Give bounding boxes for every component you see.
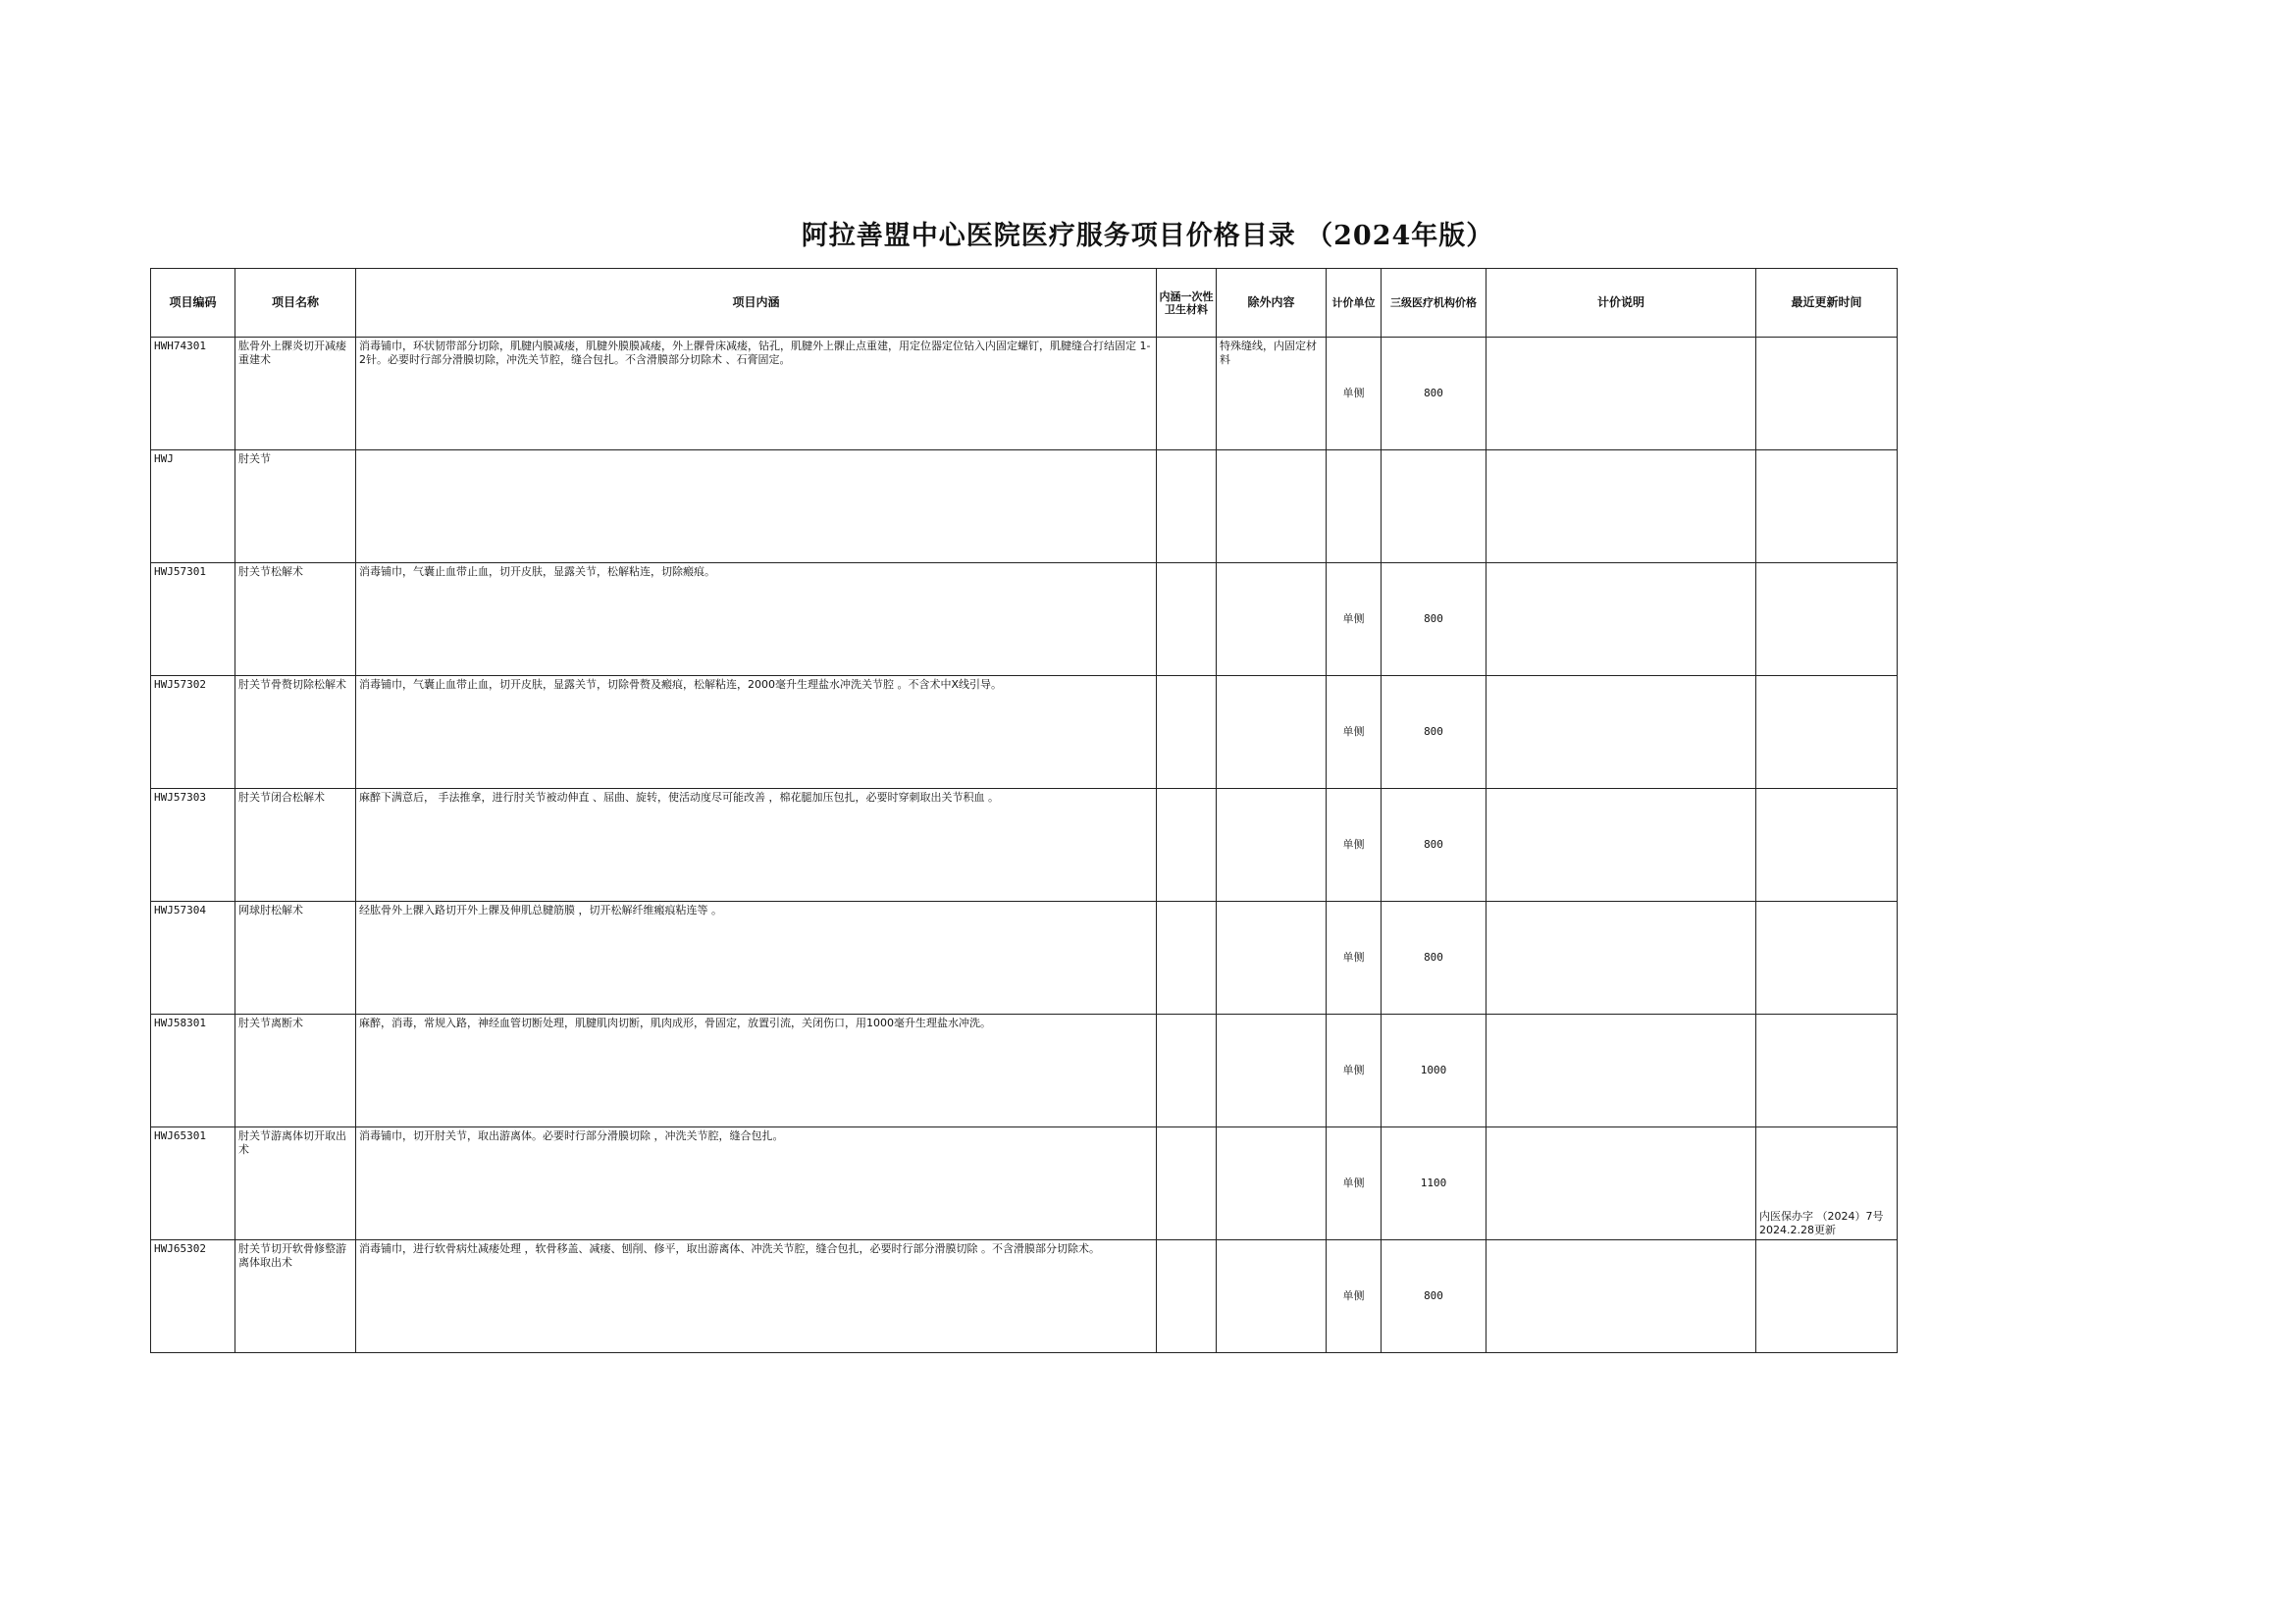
cell-disposable bbox=[1157, 1240, 1217, 1353]
cell-unit: 单侧 bbox=[1327, 338, 1382, 450]
table-row bbox=[151, 563, 1898, 676]
cell-note bbox=[1487, 902, 1756, 1015]
header-name: 项目名称 bbox=[235, 269, 356, 338]
table-row bbox=[151, 1127, 1898, 1240]
cell-price: 800 bbox=[1382, 902, 1487, 1015]
cell-updated: 内医保办字 （2024）7号 2024.2.28更新 bbox=[1756, 1127, 1898, 1240]
table-header-row bbox=[151, 269, 1898, 338]
table-row bbox=[151, 902, 1898, 1015]
cell-price: 800 bbox=[1382, 789, 1487, 902]
header-price: 三级医疗机构价格 bbox=[1382, 269, 1487, 338]
cell-content: 消毒铺巾，气囊止血带止血，切开皮肤，显露关节，切除骨赘及瘢痕，松解粘连，2000毫升生理盐水冲洗关节腔 。不含术中X线引导。 bbox=[356, 676, 1157, 789]
cell-content: 消毒铺巾，切开肘关节，取出游离体。必要时行部分滑膜切除 ，冲洗关节腔，缝合包扎。 bbox=[356, 1127, 1157, 1240]
cell-disposable bbox=[1157, 338, 1217, 450]
cell-updated bbox=[1756, 902, 1898, 1015]
cell-excluded bbox=[1217, 902, 1327, 1015]
cell-unit: 单侧 bbox=[1327, 676, 1382, 789]
cell-unit: 单侧 bbox=[1327, 902, 1382, 1015]
cell-content: 麻醉，消毒，常规入路，神经血管切断处理，肌腱肌肉切断，肌肉成形，骨固定，放置引流，关闭伤口，用1000毫升生理盐水冲洗。 bbox=[356, 1015, 1157, 1127]
cell-excluded bbox=[1217, 1015, 1327, 1127]
cell-updated bbox=[1756, 676, 1898, 789]
header-code: 项目编码 bbox=[151, 269, 235, 338]
header-excluded: 除外内容 bbox=[1217, 269, 1327, 338]
cell-code: HWJ65301 bbox=[151, 1127, 235, 1240]
cell-name: 网球肘松解术 bbox=[235, 902, 356, 1015]
page-title: 阿拉善盟中心医院医疗服务项目价格目录 （2024年版） bbox=[801, 221, 1494, 251]
cell-price: 1000 bbox=[1382, 1015, 1487, 1127]
cell-code: HWJ57303 bbox=[151, 789, 235, 902]
cell-code: HWH74301 bbox=[151, 338, 235, 450]
cell-updated bbox=[1756, 1240, 1898, 1353]
cell-name: 肘关节 bbox=[235, 450, 356, 563]
cell-disposable bbox=[1157, 1015, 1217, 1127]
table-row bbox=[151, 676, 1898, 789]
cell-updated bbox=[1756, 1015, 1898, 1127]
cell-unit: 单侧 bbox=[1327, 563, 1382, 676]
cell-note bbox=[1487, 1240, 1756, 1353]
cell-note bbox=[1487, 338, 1756, 450]
cell-note bbox=[1487, 450, 1756, 563]
table-row bbox=[151, 789, 1898, 902]
header-disposable: 内涵一次性卫生材料 bbox=[1157, 269, 1217, 338]
cell-note bbox=[1487, 1127, 1756, 1240]
cell-name: 肘关节游离体切开取出术 bbox=[235, 1127, 356, 1240]
cell-unit bbox=[1327, 450, 1382, 563]
header-content: 项目内涵 bbox=[356, 269, 1157, 338]
cell-price: 1100 bbox=[1382, 1127, 1487, 1240]
cell-disposable bbox=[1157, 563, 1217, 676]
cell-unit: 单侧 bbox=[1327, 1240, 1382, 1353]
cell-note bbox=[1487, 789, 1756, 902]
cell-updated bbox=[1756, 789, 1898, 902]
table-row bbox=[151, 1240, 1898, 1353]
cell-price: 800 bbox=[1382, 338, 1487, 450]
cell-updated bbox=[1756, 450, 1898, 563]
cell-disposable bbox=[1157, 902, 1217, 1015]
cell-content bbox=[356, 450, 1157, 563]
cell-content: 消毒铺巾，环状韧带部分切除，肌腱内膜减瘘，肌腱外膜膜减瘘，外上髁骨床减瘘，钻孔，肌腱外上髁止点重建，用定位器定位钻入内固定螺钉，肌腱缝合打结固定 1-2针。必要时行部分滑膜切除，冲洗关节腔，缝合包扎。不含滑膜部分切除术 、石膏固定。 bbox=[356, 338, 1157, 450]
cell-code: HWJ57301 bbox=[151, 563, 235, 676]
cell-disposable bbox=[1157, 789, 1217, 902]
cell-unit: 单侧 bbox=[1327, 789, 1382, 902]
table-row bbox=[151, 1015, 1898, 1127]
cell-name: 肘关节闭合松解术 bbox=[235, 789, 356, 902]
cell-excluded bbox=[1217, 1240, 1327, 1353]
cell-excluded bbox=[1217, 563, 1327, 676]
table-row bbox=[151, 338, 1898, 450]
cell-name: 肘关节切开软骨修整游离体取出术 bbox=[235, 1240, 356, 1353]
cell-updated bbox=[1756, 563, 1898, 676]
cell-excluded bbox=[1217, 676, 1327, 789]
cell-excluded bbox=[1217, 789, 1327, 902]
cell-note bbox=[1487, 563, 1756, 676]
cell-content: 麻醉下满意后， 手法推拿，进行肘关节被动伸直 、屈曲、旋转，使活动度尽可能改善 ，棉花腿加压包扎，必要时穿刺取出关节积血 。 bbox=[356, 789, 1157, 902]
cell-price: 800 bbox=[1382, 1240, 1487, 1353]
cell-disposable bbox=[1157, 676, 1217, 789]
cell-content: 经肱骨外上髁入路切开外上髁及伸肌总腱筋膜 ，切开松解纤维瘢痕粘连等 。 bbox=[356, 902, 1157, 1015]
header-unit: 计价单位 bbox=[1327, 269, 1382, 338]
cell-excluded bbox=[1217, 1127, 1327, 1240]
cell-price: 800 bbox=[1382, 563, 1487, 676]
cell-unit: 单侧 bbox=[1327, 1127, 1382, 1240]
cell-disposable bbox=[1157, 1127, 1217, 1240]
cell-updated bbox=[1756, 338, 1898, 450]
price-table bbox=[150, 268, 1898, 1353]
cell-unit: 单侧 bbox=[1327, 1015, 1382, 1127]
cell-name: 肘关节松解术 bbox=[235, 563, 356, 676]
cell-price bbox=[1382, 450, 1487, 563]
cell-code: HWJ58301 bbox=[151, 1015, 235, 1127]
cell-code: HWJ57302 bbox=[151, 676, 235, 789]
cell-name: 肘关节骨赘切除松解术 bbox=[235, 676, 356, 789]
cell-code: HWJ57304 bbox=[151, 902, 235, 1015]
cell-excluded bbox=[1217, 450, 1327, 563]
cell-name: 肘关节离断术 bbox=[235, 1015, 356, 1127]
cell-code: HWJ bbox=[151, 450, 235, 563]
header-note: 计价说明 bbox=[1487, 269, 1756, 338]
cell-note bbox=[1487, 676, 1756, 789]
header-updated: 最近更新时间 bbox=[1756, 269, 1898, 338]
cell-content: 消毒铺巾，进行软骨病灶减瘘处理 ，软骨移盖、减瘘、刨削、修平，取出游离体、冲洗关节腔，缝合包扎，必要时行部分滑膜切除 。不含滑膜部分切除术。 bbox=[356, 1240, 1157, 1353]
cell-content: 消毒铺巾，气囊止血带止血，切开皮肤，显露关节，松解粘连，切除瘢痕。 bbox=[356, 563, 1157, 676]
cell-note bbox=[1487, 1015, 1756, 1127]
cell-disposable bbox=[1157, 450, 1217, 563]
table-row bbox=[151, 450, 1898, 563]
cell-code: HWJ65302 bbox=[151, 1240, 235, 1353]
cell-name: 肱骨外上髁炎切开减瘘重建术 bbox=[235, 338, 356, 450]
cell-excluded: 特殊缝线，内固定材料 bbox=[1217, 338, 1327, 450]
cell-price: 800 bbox=[1382, 676, 1487, 789]
